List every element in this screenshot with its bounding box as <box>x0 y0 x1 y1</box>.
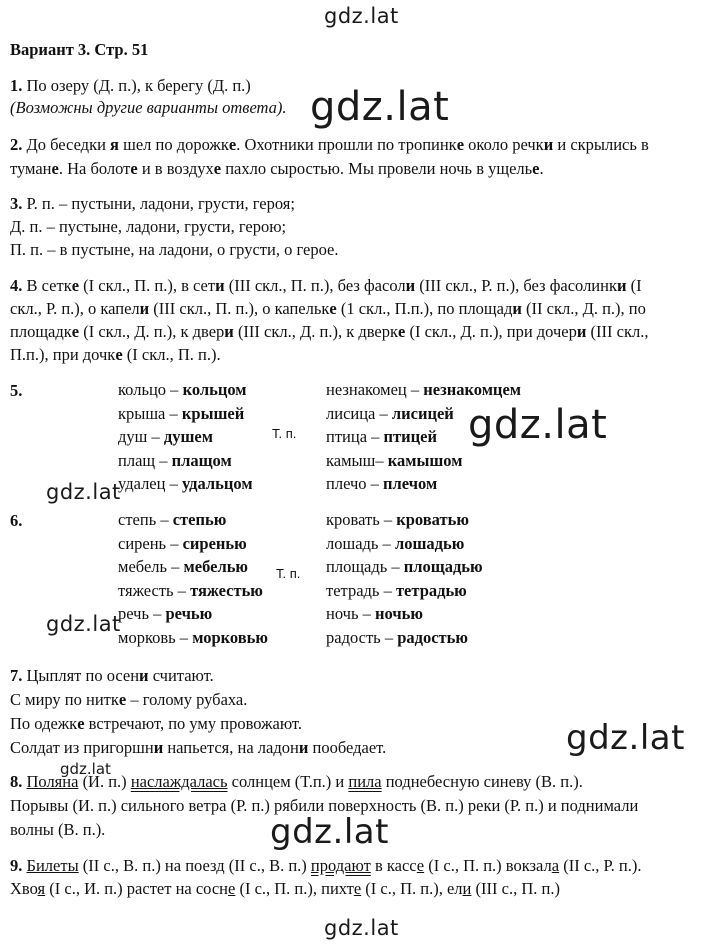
word-pair <box>118 510 226 530</box>
seg: Хво <box>10 879 38 898</box>
watermark-large-1: gdz.lat <box>310 84 450 130</box>
ending: и <box>512 299 522 318</box>
instrumental-form: речью <box>165 604 213 624</box>
task-2-line-1 <box>10 134 649 156</box>
seg: и скрылись в <box>553 135 649 154</box>
instrumental-form: тяжестью <box>190 580 263 600</box>
ending: а <box>551 856 560 875</box>
base-word: кольцо – <box>118 380 183 399</box>
task-7-line-2 <box>10 689 247 711</box>
seg: С миру по нитк <box>10 690 119 709</box>
seg: (III скл., <box>586 322 649 341</box>
seg: шел по дорожк <box>118 135 229 154</box>
word-pair <box>118 604 212 624</box>
base-word: морковь – <box>118 628 193 647</box>
base-word: мебель – <box>118 557 184 577</box>
seg: и в воздух <box>137 159 214 178</box>
word-pair <box>118 404 244 424</box>
instrumental-form: сиренью <box>182 533 247 553</box>
ending: е <box>115 345 123 364</box>
seg: поднебесную синеву (В. п.). <box>381 772 583 791</box>
word-pair <box>326 427 437 447</box>
seg: (I <box>626 276 642 295</box>
instrumental-form: плечом <box>383 474 438 494</box>
seg: (II с., Р. п.). <box>559 856 642 875</box>
seg: . На болот <box>58 159 131 178</box>
instrumental-form: удальцом <box>181 474 253 494</box>
ending: е <box>71 322 80 341</box>
seg: напьется, на ладон <box>163 738 299 757</box>
ending: е <box>130 159 138 178</box>
task-number: 2. <box>10 135 23 154</box>
task-7-line-4 <box>10 737 386 759</box>
seg: . <box>539 159 544 178</box>
ending: я <box>37 879 46 898</box>
base-word: сирень – <box>118 533 183 553</box>
seg: До беседки <box>22 135 111 154</box>
seg: – голому рубаха. <box>126 690 248 709</box>
seg: солнцем (Т.п.) и <box>227 772 349 791</box>
seg: (И. п.) <box>78 772 131 791</box>
task-8-line-3: волны (В. п.). <box>10 820 106 839</box>
ending: е <box>353 879 362 898</box>
seg: П.п.), при дочк <box>10 345 116 364</box>
seg: (III с., П. п.) <box>471 879 560 898</box>
instrumental-form: душем <box>163 427 213 447</box>
task-number: 1. <box>10 76 23 95</box>
word-pair <box>326 451 462 471</box>
task-number: 4. <box>10 276 23 295</box>
task-7-line-1 <box>10 665 214 687</box>
watermark-large-2: gdz.lat <box>468 402 608 448</box>
word-pair <box>118 380 247 400</box>
base-word: незнакомец – <box>326 380 424 399</box>
task-1-line-2: (Возможны другие варианты ответа). <box>10 98 287 117</box>
word-pair <box>118 581 263 601</box>
instrumental-form: кольцом <box>182 380 247 399</box>
task-2-line-2 <box>10 158 544 180</box>
base-word: кровать – <box>326 510 397 529</box>
instrumental-form: крышей <box>181 403 245 423</box>
seg: Солдат из пригоршн <box>10 738 154 757</box>
seg: . Охотники прошли по тропинк <box>236 135 457 154</box>
task-3-line-2: Д. п. – пустыне, ладони, грусти, герою; <box>10 217 287 236</box>
ending: и <box>224 322 234 341</box>
ending: и <box>153 738 164 757</box>
predicate-word: продают <box>310 856 371 875</box>
seg: Цыплят по осен <box>22 666 140 685</box>
seg: По одежк <box>10 714 78 733</box>
subject-word: Поляна <box>26 772 79 791</box>
instrumental-form: кроватью <box>396 510 469 529</box>
seg: (I скл., Д. п.), при дочер <box>405 322 577 341</box>
ending: е <box>456 135 465 154</box>
watermark-small-1: gdz.lat <box>46 480 121 504</box>
instrumental-form: лисицей <box>391 403 454 423</box>
case-label: Т. п. <box>272 426 297 441</box>
ending: и <box>462 879 472 898</box>
task-9-line-1 <box>10 855 641 877</box>
task-8-line-1 <box>10 771 583 793</box>
instrumental-form: морковью <box>192 628 269 647</box>
instrumental-form: камышом <box>387 450 463 470</box>
instrumental-form: тетрадью <box>395 580 467 600</box>
base-word: тяжесть – <box>118 580 191 600</box>
seg: В сетк <box>22 276 72 295</box>
task-6-number: 6. <box>10 511 23 530</box>
ending: и <box>298 738 309 757</box>
seg: (I с., П. п.), пихт <box>235 879 354 898</box>
watermark-top: gdz.lat <box>324 4 399 28</box>
word-pair <box>118 451 232 471</box>
ending: и <box>405 276 416 295</box>
base-word: тетрадь – <box>326 580 396 600</box>
seg: (I скл., Д. п.), к двер <box>79 322 225 341</box>
task-5-number: 5. <box>10 381 23 400</box>
word-pair <box>118 534 247 554</box>
predicate-word: наслаждалась <box>130 772 228 791</box>
seg: (I скл., П. п.). <box>122 345 221 364</box>
seg: туман <box>10 159 52 178</box>
task-number: 9. <box>10 856 23 875</box>
ending: и <box>215 276 225 295</box>
task-number: 8. <box>10 772 23 791</box>
ending: е <box>51 159 59 178</box>
word-pair <box>326 604 423 624</box>
instrumental-form: плащом <box>171 450 232 470</box>
base-word: плащ – <box>118 450 172 470</box>
seg: Р. п. – пустыни, ладони, грусти, героя; <box>22 194 295 213</box>
base-word: речь – <box>118 604 166 624</box>
task-4-line-1 <box>10 275 642 297</box>
task-9-line-2 <box>10 878 560 900</box>
instrumental-form: площадью <box>403 557 483 577</box>
seg: (III скл., П. п.), о капельк <box>149 299 330 318</box>
ending: и <box>139 299 150 318</box>
word-pair <box>118 427 213 447</box>
subject-word: Билеты <box>26 856 79 875</box>
seg: в касс <box>370 856 417 875</box>
seg: встречают, по уму провожают. <box>84 714 303 733</box>
seg: скл., Р. п.), о капел <box>10 299 140 318</box>
seg: (I с., П. п.), ел <box>361 879 463 898</box>
page-title: Вариант 3. Стр. 51 <box>10 40 149 59</box>
seg: (1 скл., П.п.), по площад <box>336 299 513 318</box>
word-pair <box>326 628 468 648</box>
task-3-line-1 <box>10 193 295 215</box>
task-number: 7. <box>10 666 23 685</box>
ending: е <box>77 714 85 733</box>
task-8-line-2: Порывы (И. п.) сильного ветра (Р. п.) рябили поверхность (В. п.) реки (Р. п.) и поднимали <box>10 796 639 815</box>
base-word: площадь – <box>326 557 404 577</box>
ending: и <box>616 276 627 295</box>
task-4-line-2 <box>10 298 646 320</box>
instrumental-form: радостью <box>397 628 468 647</box>
seg: около речк <box>464 135 544 154</box>
seg: пахло сыростью. Мы провели ночь в ущель <box>221 159 533 178</box>
seg: (II скл., Д. п.), по <box>521 299 646 318</box>
ending: и <box>543 135 554 154</box>
base-word: лисица – <box>326 403 392 423</box>
word-pair <box>118 628 268 648</box>
seg: (II с., В. п.) на поезд (II с., В. п.) <box>78 856 311 875</box>
word-pair <box>326 510 469 530</box>
word-pair <box>326 581 467 601</box>
base-word: птица – <box>326 427 384 447</box>
base-word: радость – <box>326 628 398 647</box>
ending: е <box>213 159 222 178</box>
word-pair <box>326 474 437 494</box>
ending: е <box>118 690 127 709</box>
ending: е <box>416 856 425 875</box>
ending: е <box>228 879 236 898</box>
seg: (I с., И. п.) растет на сосн <box>45 879 228 898</box>
task-number: 3. <box>10 194 23 213</box>
seg: (I с., П. п.) вокзал <box>424 856 552 875</box>
task-3-line-3: П. п. – в пустыне, на ладони, о грусти, о герое. <box>10 240 339 259</box>
base-word: камыш– <box>326 450 388 470</box>
ending: е <box>398 322 406 341</box>
seg: считают. <box>148 666 214 685</box>
word-pair <box>326 557 483 577</box>
ending: е <box>532 159 540 178</box>
base-word: степь – <box>118 510 173 529</box>
ending: я <box>110 135 119 154</box>
watermark-small-2: gdz.lat <box>46 612 121 636</box>
watermark-tiny: gdz.lat <box>60 760 111 778</box>
instrumental-form: мебелью <box>183 557 249 577</box>
seg: (I скл., П. п.), в сет <box>79 276 216 295</box>
ending: е <box>228 135 237 154</box>
word-pair <box>326 534 464 554</box>
base-word: лошадь – <box>326 533 395 553</box>
task-7-line-3 <box>10 713 302 735</box>
ending: и <box>576 322 587 341</box>
base-word: удалец – <box>118 474 182 494</box>
case-label: Т. п. <box>276 566 301 581</box>
seg: пообедает. <box>308 738 387 757</box>
base-word: плечо – <box>326 474 384 494</box>
seg: (III скл., П. п.), без фасол <box>224 276 406 295</box>
instrumental-form: птицей <box>383 427 437 447</box>
word-pair <box>118 557 248 577</box>
task-4-line-3 <box>10 321 648 343</box>
word-pair <box>326 380 521 400</box>
word-pair <box>118 474 253 494</box>
watermark-bottom: gdz.lat <box>324 916 399 940</box>
ending: е <box>71 276 80 295</box>
task-text: По озеру (Д. п.), к берегу (Д. п.) <box>26 76 251 95</box>
base-word: крыша – <box>118 403 182 423</box>
task-4-line-4 <box>10 344 221 366</box>
instrumental-form: лошадью <box>394 533 465 553</box>
watermark-large-3: gdz.lat <box>566 718 685 758</box>
instrumental-form: ночью <box>374 604 423 624</box>
predicate-word: пила <box>348 772 382 791</box>
seg: площадк <box>10 322 72 341</box>
seg: (III скл., Д. п.), к дверк <box>233 322 399 341</box>
base-word: душ – <box>118 427 164 447</box>
instrumental-form: незнакомцем <box>423 380 522 399</box>
ending: е <box>329 299 337 318</box>
instrumental-form: степью <box>172 510 227 529</box>
task-1-line-1 <box>10 75 251 97</box>
seg: (III скл., Р. п.), без фасолинк <box>415 276 617 295</box>
watermark-large-4: gdz.lat <box>270 812 389 852</box>
ending: и <box>139 666 149 685</box>
word-pair <box>326 404 454 424</box>
base-word: ночь – <box>326 604 375 624</box>
